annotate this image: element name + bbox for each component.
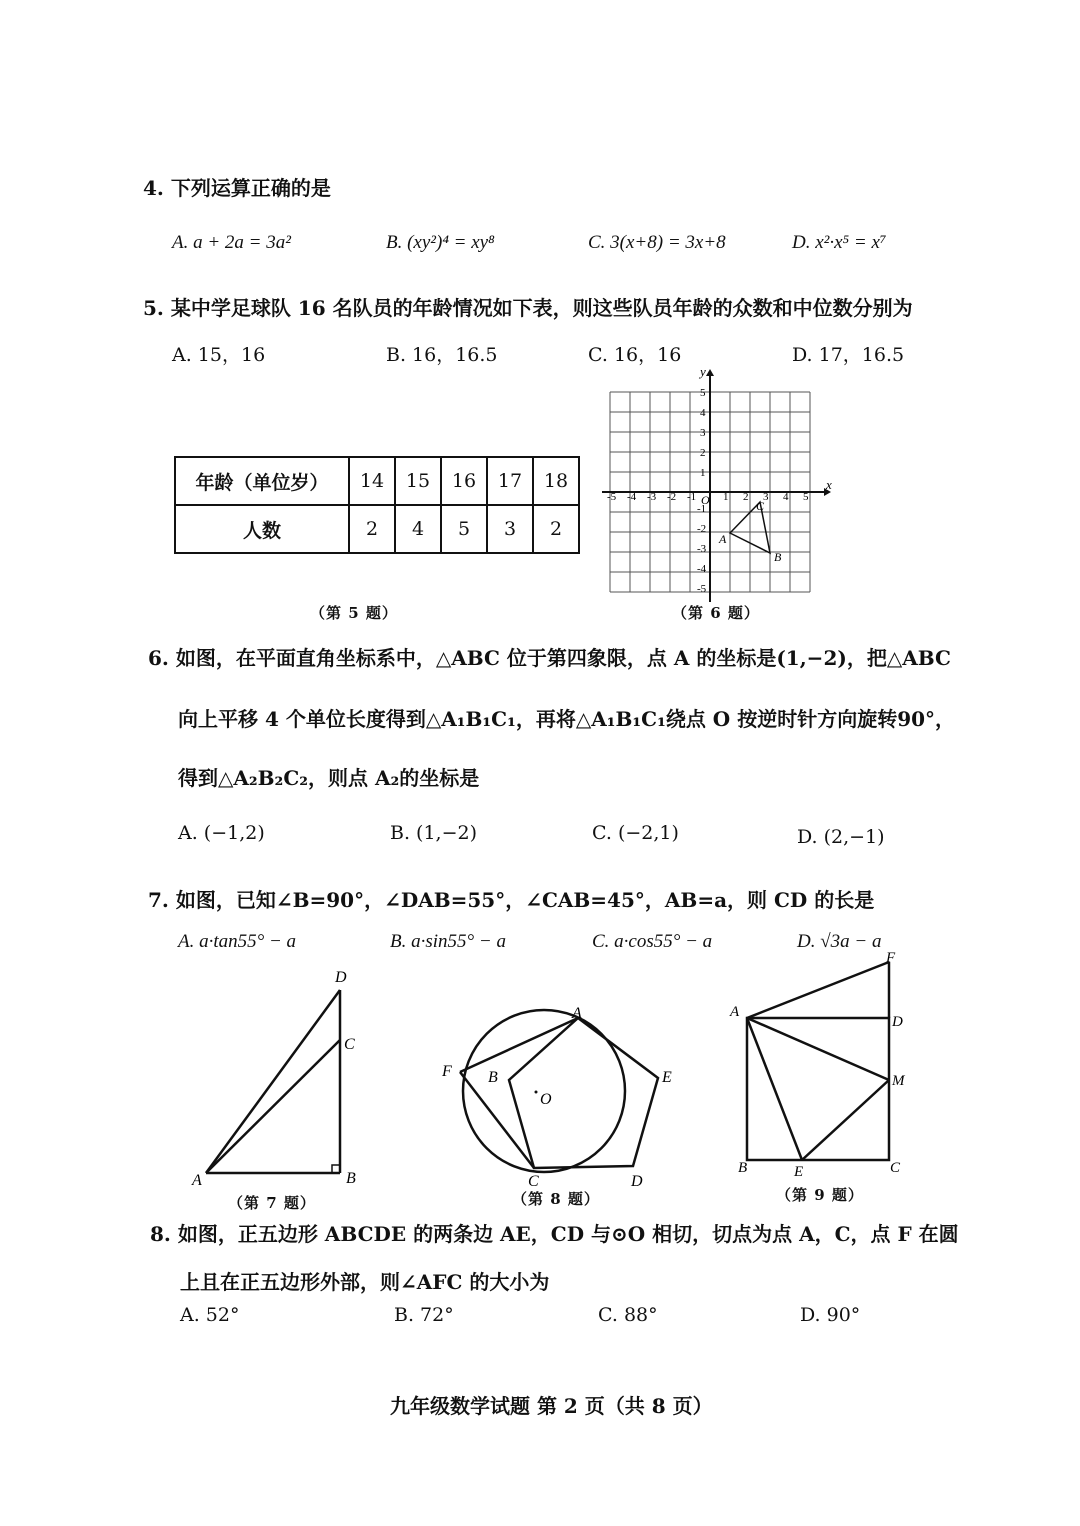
center-dot (535, 1091, 538, 1094)
segment-em (802, 1080, 889, 1160)
age-cell: 15 (395, 457, 441, 505)
count-cell: 2 (533, 505, 579, 553)
age-cell: 16 (441, 457, 487, 505)
age-table (174, 456, 580, 554)
x-tick-label: 1 (723, 491, 729, 503)
q6-line1: 6. 如图，在平面直角坐标系中，△ABC 位于第四象限，点 A 的坐标是(1,−2)，把△ABC (148, 646, 951, 670)
x-tick-label: 4 (783, 491, 789, 503)
label-d: D (892, 1014, 903, 1030)
q8-option-d: D. 90° (800, 1304, 861, 1326)
label-d: D (631, 1173, 643, 1190)
y-axis-label: y (700, 364, 706, 379)
fig5-caption: （第 5 题） (310, 604, 398, 622)
label-d: D (335, 969, 347, 986)
point-b-label: B (774, 550, 782, 564)
label-b: B (346, 1170, 356, 1187)
q7-option-c: C. a·cos55° − a (592, 931, 713, 952)
q5-option-a: A. 15，16 (172, 344, 266, 366)
count-cell: 4 (395, 505, 441, 553)
y-tick-label: -1 (697, 503, 707, 515)
segment-af (747, 962, 889, 1018)
label-f: F (886, 950, 896, 966)
y-tick-label: -5 (697, 583, 707, 595)
age-cell: 17 (487, 457, 533, 505)
fig8-pentagon-circle-figure (436, 1000, 686, 1190)
fig7-triangle-figure (180, 960, 380, 1192)
count-cell: 3 (487, 505, 533, 553)
age-cell: 14 (349, 457, 395, 505)
x-tick-label: -2 (667, 491, 677, 503)
x-axis-label: x (826, 477, 832, 492)
x-tick-label: 5 (803, 491, 809, 503)
q4-stem: 4. 下列运算正确的是 (143, 176, 331, 200)
q7-option-a: A. a·tan55° − a (178, 931, 297, 952)
age-cell: 18 (533, 457, 579, 505)
x-tick-label: 2 (743, 491, 749, 503)
label-e: E (794, 1164, 804, 1180)
q7-option-d: D. √3a − a (797, 931, 882, 952)
y-tick-label: -2 (697, 523, 707, 535)
label-m: M (892, 1073, 905, 1089)
q4-option-d: D. x²·x⁵ = x⁷ (792, 232, 887, 253)
segment-ac (206, 1040, 340, 1173)
q4-option-a: A. a + 2a = 3a² (172, 232, 291, 253)
label-f: F (442, 1063, 452, 1080)
label-a: A (192, 1172, 202, 1189)
fig9-square-figure (722, 950, 922, 1184)
q5-stem: 5. 某中学足球队 16 名队员的年龄情况如下表，则这些队员年龄的众数和中位数分别为 (143, 296, 913, 320)
count-header: 人数 (175, 505, 349, 553)
segment-ad (206, 990, 340, 1173)
q5-option-c: C. 16，16 (588, 344, 682, 366)
q6-option-b: B. (1,−2) (390, 822, 478, 844)
label-c: C (890, 1160, 901, 1176)
y-tick-label: 5 (700, 387, 706, 399)
q8-option-b: B. 72° (394, 1304, 454, 1326)
x-tick-label: -1 (687, 491, 697, 503)
label-e: E (662, 1069, 672, 1086)
q4-option-c: C. 3(x+8) = 3x+8 (588, 232, 726, 253)
x-tick-label: -3 (647, 491, 657, 503)
y-tick-label: 1 (700, 467, 706, 479)
q6-option-a: A. (−1,2) (178, 822, 265, 844)
square-abcd (747, 1018, 889, 1160)
label-o: O (540, 1091, 552, 1108)
fig9-caption: （第 9 题） (776, 1186, 864, 1204)
q6-line2: 向上平移 4 个单位长度得到△A₁B₁C₁，再将△A₁B₁C₁绕点 O 按逆时针方向旋转90°， (178, 707, 956, 731)
y-axis-arrow (706, 369, 714, 376)
fig7-caption: （第 7 题） (228, 1194, 316, 1212)
q6-option-d: D. (2,−1) (797, 826, 885, 848)
point-a-label: A (719, 532, 727, 546)
q8-option-a: A. 52° (180, 1304, 240, 1326)
count-cell: 5 (441, 505, 487, 553)
q7-stem: 7. 如图，已知∠B=90°，∠DAB=55°，∠CAB=45°，AB=a，则 CD 的长是 (148, 888, 875, 912)
age-header: 年龄（单位岁） (175, 457, 349, 505)
page-footer: 九年级数学试题 第 2 页（共 8 页） (390, 1394, 713, 1418)
point-c-label: C (756, 499, 765, 513)
x-tick-label: -5 (607, 491, 617, 503)
label-b: B (488, 1069, 498, 1086)
label-a: A (572, 1005, 582, 1022)
x-tick-label: -4 (627, 491, 637, 503)
count-cell: 2 (349, 505, 395, 553)
origin-label: O (701, 493, 710, 507)
x-tick-label: 3 (763, 491, 769, 503)
q8-line1: 8. 如图，正五边形 ABCDE 的两条边 AE，CD 与⊙O 相切，切点为点 A，C，点 F 在圆 (150, 1222, 959, 1246)
q5-option-d: D. 17，16.5 (792, 344, 905, 366)
segment-fc (460, 1072, 534, 1168)
y-tick-label: 3 (700, 427, 706, 439)
y-tick-label: 4 (700, 407, 706, 419)
fig8-caption: （第 8 题） (512, 1190, 600, 1208)
y-tick-label: -3 (697, 543, 707, 555)
fig6-caption: （第 6 题） (672, 604, 760, 622)
q6-line3: 得到△A₂B₂C₂，则点 A₂的坐标是 (178, 766, 480, 790)
label-a: A (730, 1004, 740, 1020)
label-b: B (738, 1160, 748, 1176)
q6-option-c: C. (−2,1) (592, 822, 679, 844)
q4-option-b: B. (xy²)⁴ = xy⁸ (386, 232, 495, 253)
q8-line2: 上且在正五边形外部，则∠AFC 的大小为 (180, 1270, 550, 1294)
q7-option-b: B. a·sin55° − a (390, 931, 506, 952)
y-tick-label: -4 (697, 563, 707, 575)
y-tick-label: 2 (700, 447, 706, 459)
q8-option-c: C. 88° (598, 1304, 658, 1326)
q5-option-b: B. 16，16.5 (386, 344, 498, 366)
label-c: C (528, 1173, 539, 1190)
fig6-coordinate-grid (598, 364, 838, 604)
label-c: C (344, 1036, 355, 1053)
